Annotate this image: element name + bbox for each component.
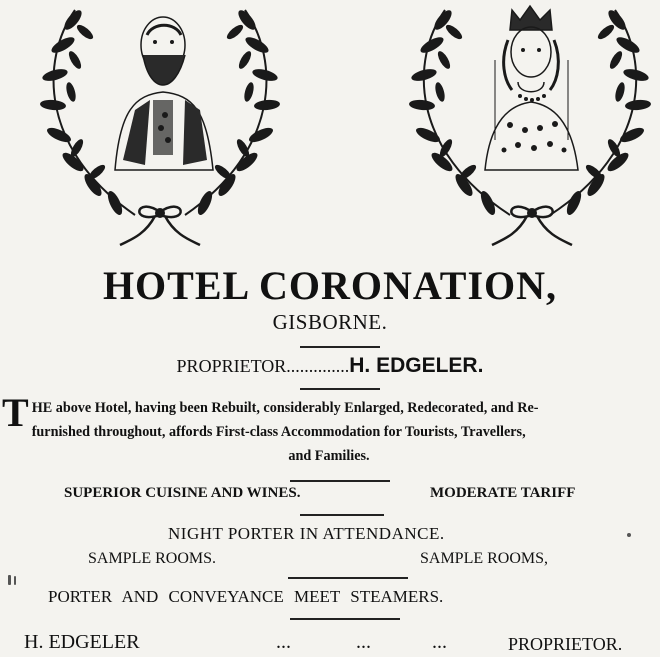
divider-rule	[290, 618, 400, 620]
divider-rule	[288, 577, 408, 579]
town-name: GISBORNE.	[272, 310, 388, 334]
drop-cap: T	[2, 390, 29, 435]
paragraph-line: and Families.	[288, 448, 370, 464]
divider-rule	[300, 388, 380, 390]
proprietor-label: PROPRIETOR..............	[176, 356, 350, 376]
print-speck	[14, 576, 16, 585]
divider-rule	[300, 514, 384, 516]
king-portrait-illustration	[35, 0, 285, 248]
footer-dots: ...	[432, 631, 447, 653]
porter-conveyance-line: PORTER AND CONVEYANCE MEET STEAMERS.	[48, 587, 444, 606]
cuisine-line: SUPERIOR CUISINE AND WINES.	[64, 485, 301, 501]
divider-rule	[300, 346, 380, 348]
paragraph-line: HE above Hotel, having been Rebuilt, considerably Enlarged, Redecorated, and Re-	[31, 400, 539, 416]
queen-portrait-illustration	[400, 0, 660, 248]
proprietor-line	[0, 354, 660, 378]
footer-name: H. EDGELER	[24, 631, 140, 653]
print-speck	[8, 575, 11, 585]
footer-dots: ...	[356, 631, 371, 653]
hotel-title: HOTEL CORONATION,	[102, 263, 558, 308]
paragraph-line: furnished throughout, affords First-class Accommodation for Tourists, Travellers,	[31, 424, 526, 440]
description-paragraph	[2, 390, 656, 468]
night-porter-line: NIGHT PORTER IN ATTENDANCE.	[168, 524, 445, 543]
sample-rooms-right: SAMPLE ROOMS,	[420, 550, 549, 567]
footer-dots: ...	[276, 631, 291, 653]
footer-role: PROPRIETOR.	[508, 634, 623, 654]
tariff-line: MODERATE TARIFF	[430, 485, 576, 501]
print-speck	[627, 533, 631, 537]
sample-rooms-left: SAMPLE ROOMS.	[88, 550, 217, 567]
proprietor-name: H. EDGELER.	[349, 354, 484, 377]
divider-rule	[290, 480, 390, 482]
